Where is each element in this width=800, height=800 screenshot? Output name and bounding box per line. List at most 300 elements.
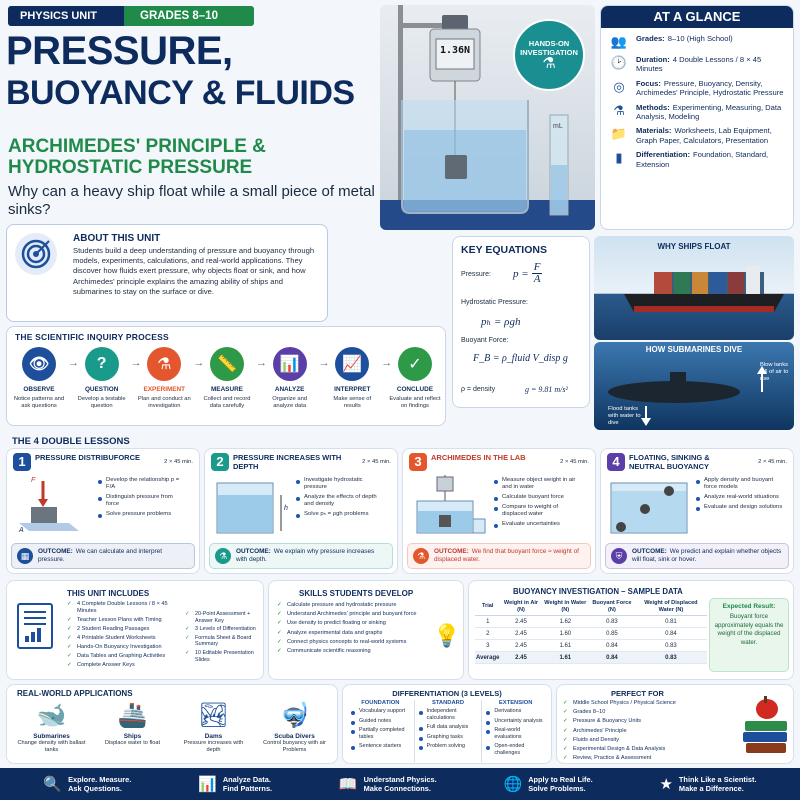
flask-icon: ⚗ — [542, 55, 556, 72]
arrow-right-icon: → — [318, 357, 330, 369]
observe-icon: 👁 — [22, 347, 56, 381]
level-item: Real-world evaluations — [485, 727, 546, 740]
inquiry-step-name: CONCLUDE — [396, 386, 434, 393]
footer-line-1: Analyze Data. — [222, 775, 271, 784]
submarine-icon: 🐋 — [36, 702, 67, 729]
inquiry-step — [199, 345, 267, 425]
glance-item — [609, 79, 785, 98]
footer-item — [339, 775, 437, 793]
glance-item — [609, 34, 785, 50]
inquiry-step-name: INTERPRET — [334, 386, 371, 393]
pressure-denominator: A — [533, 273, 541, 285]
includes-title: THIS UNIT INCLUDES — [67, 589, 150, 598]
table-cell: 0.83 — [635, 640, 707, 652]
worksheet-icon — [17, 603, 53, 649]
ships-title: WHY SHIPS FLOAT — [657, 242, 731, 251]
footer-line-1: Explore. Measure. — [68, 775, 132, 784]
lesson-card-2 — [204, 448, 398, 574]
glance-item — [609, 126, 785, 145]
level-item: Full data analysis — [418, 724, 479, 731]
lesson-number: 2 — [211, 453, 229, 471]
lesson-bullet: Compare to weight of displaced water — [493, 504, 579, 518]
lesson-bullet: Investigate hydrostatic pressure — [295, 477, 381, 491]
list-item: ✓ Use density to predict floating or sinking — [277, 620, 437, 627]
table-cell: 1.62 — [542, 616, 589, 628]
list-item: ✓ Middle School Physics / Physical Science — [563, 700, 735, 707]
lab-photo — [380, 5, 595, 230]
interpret-icon: 📈 — [335, 347, 369, 381]
table-cell: 2.45 — [500, 628, 541, 640]
table-cell: 2.45 — [500, 616, 541, 628]
lesson-bullets — [493, 477, 579, 531]
flask-icon: ⚗ — [613, 102, 625, 118]
outcome-text — [434, 548, 585, 563]
list-item: ✓ Data Tables and Graphing Activities — [67, 653, 179, 660]
page-subtitle — [8, 136, 368, 178]
footer-line-1: Think Like a Scientist. — [678, 775, 757, 784]
conclude-icon: ✓ — [398, 347, 432, 381]
table-cell: 0.84 — [589, 652, 635, 664]
outcome-text — [38, 548, 189, 563]
inquiry-step-desc: Make sense of results — [333, 396, 372, 409]
glance-label: Duration: — [636, 55, 670, 64]
table-header: Weight in Water (N) — [542, 598, 589, 616]
unit-badge — [8, 6, 254, 26]
depth-label: h — [284, 505, 288, 512]
includes-list-2 — [185, 611, 263, 665]
footer-text — [364, 775, 437, 793]
glance-text — [636, 34, 733, 43]
list-item: ✓ 2 Student Reading Passages — [67, 626, 179, 633]
glance-text — [636, 126, 785, 145]
footer-line-2: Make Connections. — [363, 784, 431, 793]
glance-text — [636, 103, 785, 122]
at-a-glance-title: AT A GLANCE — [601, 6, 793, 28]
unit-badge-label: PHYSICS UNIT — [20, 10, 98, 22]
inquiry-step-desc: Notice patterns and ask questions — [13, 396, 65, 409]
inquiry-step-name: EXPERIMENT — [143, 386, 186, 393]
level-item: Independent calculations — [418, 708, 479, 721]
outcome-value: We find that buoyant force ≈ weight of displaced water. — [434, 548, 579, 563]
blow-tanks-note: Blow tanks full of air to rise — [760, 362, 789, 382]
title-line-1: PRESSURE, — [6, 29, 233, 73]
footer-line-2: Find Patterns. — [222, 784, 273, 793]
level-item: Guided notes — [350, 718, 411, 725]
lesson-figure — [409, 475, 489, 544]
pressure-label: Pressure: — [461, 271, 491, 278]
list-item: ✓ 20-Point Assessment + Answer Key — [185, 611, 263, 624]
differentiation-columns — [347, 700, 549, 762]
glance-value: Worksheets, Lab Equipment, Graph Paper, Calculators, Presentation — [636, 126, 772, 145]
lessons-row — [6, 448, 794, 574]
differentiation-level — [481, 700, 549, 762]
inquiry-step — [136, 345, 205, 425]
bars-icon: ▮ — [615, 150, 623, 166]
table-cell: 2 — [475, 628, 500, 640]
lesson-bullet: Analyze real-world situations — [695, 494, 787, 501]
table-row — [475, 628, 707, 640]
expected-title: Expected Result: — [722, 603, 776, 610]
skills-title: SKILLS STUDENTS DEVELOP — [299, 589, 414, 598]
lesson-bullet: Distinguish pressure from force — [97, 494, 183, 508]
lesson-outcome — [407, 543, 591, 569]
inquiry-title: THE SCIENTIFIC INQUIRY PROCESS — [15, 332, 169, 342]
inquiry-step-name: ANALYZE — [274, 386, 305, 393]
application-item — [96, 701, 170, 763]
investigation-title: BUOYANCY INVESTIGATION – SAMPLE DATA — [513, 587, 683, 596]
glance-item — [609, 103, 785, 122]
lesson-title: PRESSURE DISTRIBUFORCE — [35, 453, 141, 462]
lesson-number: 3 — [409, 453, 427, 471]
grades-badge-label: GRADES 8–10 — [140, 10, 218, 22]
level-item: Open-ended challenges — [485, 743, 546, 756]
glance-item — [609, 55, 785, 74]
realworld-items — [11, 701, 335, 763]
table-cell: 0.83 — [589, 616, 635, 628]
level-items — [418, 708, 479, 750]
table-cell: 0.84 — [635, 628, 707, 640]
lesson-figure — [607, 475, 691, 544]
includes-panel — [6, 580, 264, 680]
cylinder-label: mL — [553, 123, 563, 130]
footer-text — [528, 775, 592, 793]
footer-text — [68, 775, 131, 793]
inquiry-step-name: MEASURE — [210, 386, 243, 393]
lesson-number: 4 — [607, 453, 625, 471]
clock-icon: 🕑 — [610, 55, 628, 70]
lesson-outcome — [209, 543, 393, 569]
lesson-bullet: Calculate buoyant force — [493, 494, 579, 501]
differentiation-level — [414, 700, 482, 762]
flask-icon: ⚗ — [215, 548, 231, 564]
table-cell: 3 — [475, 640, 500, 652]
table-cell: 1 — [475, 616, 500, 628]
level-item: Graphing tasks — [418, 734, 479, 741]
investigation-panel — [468, 580, 794, 680]
perfect-for-panel — [556, 684, 794, 764]
star-icon: ★ — [659, 776, 673, 793]
inquiry-step — [387, 345, 443, 425]
shield-icon: ⛨ — [611, 548, 627, 564]
footer-item — [43, 775, 131, 793]
glance-label: Grades: — [636, 34, 665, 43]
lesson-title: PRESSURE INCREASES WITH DEPTH — [233, 453, 342, 471]
lesson-bullets — [97, 477, 183, 521]
question-icon: ? — [85, 347, 119, 381]
lesson-bullet: Measure object weight in air and in water — [493, 477, 579, 491]
list-item: ✓ Pressure & Buoyancy Units — [563, 718, 735, 725]
footer-bar — [0, 768, 800, 800]
area-label: A — [19, 527, 24, 534]
hydro-formula: pₕ = ρgh — [481, 316, 521, 328]
hands-on-badge — [513, 19, 585, 91]
people-icon: 👥 — [610, 34, 628, 49]
lesson-bullet: Solve pₕ = ρgh problems — [295, 511, 381, 518]
glance-item — [609, 150, 785, 169]
lesson-card-4 — [600, 448, 794, 574]
lesson-bullet: Solve pressure problems — [97, 511, 183, 518]
list-item: ✓ Hands-On Buoyancy Investigation — [67, 644, 179, 651]
outcome-value: We can calculate and interpret pressure. — [38, 548, 163, 563]
search-icon: 🔍 — [43, 776, 63, 793]
chart-icon: 📊 — [198, 776, 217, 793]
footer-line-1: Understand Physics. — [363, 775, 437, 784]
table-header: Weight in Air (N) — [500, 598, 541, 616]
inquiry-step-desc: Collect and record data carefully — [203, 396, 251, 409]
outcome-label: OUTCOME: — [236, 548, 271, 556]
list-item: ✓ 10 Editable Presentation Slides — [185, 650, 263, 663]
glance-label: Differentiation: — [636, 150, 690, 160]
application-desc: Pressure increases with depth — [183, 740, 244, 753]
list-item: ✓ Formula Sheet & Board Summary — [185, 635, 263, 648]
level-name: STANDARD — [431, 700, 465, 706]
list-item: ✓ Experimental Design & Data Analysis — [563, 746, 735, 753]
lesson-bullet: Develop the relationship p = F/A — [97, 477, 183, 491]
globe-icon: 🌐 — [503, 776, 523, 793]
table-header: Weight of Displaced Water (N) — [635, 598, 707, 616]
lesson-bullets — [295, 477, 381, 521]
table-cell: Average — [475, 652, 500, 664]
inquiry-step — [74, 345, 142, 425]
lesson-title: FLOATING, SINKING & NEUTRAL BUOYANCY — [629, 453, 710, 471]
analyze-icon: 📊 — [273, 347, 307, 381]
pressure-numerator: F — [533, 261, 541, 273]
list-item: ✓ Communicate scientific reasoning — [277, 648, 437, 655]
about-title: ABOUT THIS UNIT — [73, 233, 161, 244]
glance-label: Focus: — [636, 78, 661, 88]
list-item: ✓ Fluids and Density — [563, 737, 735, 744]
calculator-icon: ▦ — [17, 548, 33, 564]
footer-line-2: Solve Problems. — [528, 784, 586, 793]
level-item: Partially completed tables — [350, 727, 411, 740]
pressure-formula-lhs: p = — [513, 267, 529, 280]
lightbulb-icon: 💡 — [433, 623, 461, 648]
diver-icon: 🤿 — [279, 702, 310, 729]
application-name: Dams — [204, 733, 223, 740]
list-item: ✓ Calculate pressure and hydrostatic pressure — [277, 602, 437, 609]
list-item: ✓ Review, Practice & Assessment — [563, 755, 735, 762]
lesson-bullet: Evaluate and design solutions — [695, 504, 787, 511]
inquiry-step-name: QUESTION — [84, 386, 119, 393]
footer-text — [223, 775, 272, 793]
table-cell: 0.83 — [635, 652, 707, 664]
g-definition: g = 9.81 m/s² — [525, 385, 568, 394]
equations-title: KEY EQUATIONS — [461, 244, 547, 256]
application-desc: Change density with ballast tanks — [17, 740, 86, 753]
buoy-label: Buoyant Force: — [461, 337, 509, 344]
target-icon: ◎ — [613, 78, 625, 94]
lesson-bullet: Analyze the effects of depth and density — [295, 494, 381, 508]
outcome-value: We explain why pressure increases with depth. — [236, 548, 375, 563]
glance-value: Experimenting, Measuring, Data Analysis, Modeling — [636, 102, 782, 122]
table-cell: 2.45 — [500, 640, 541, 652]
table-cell: 2.45 — [500, 652, 541, 664]
about-text: Students build a deep understanding of pressure and buoyancy through models, experiments, calculations, and real-world applications. They discover how fluids exert pressure, why objects float or sink, and how Archimedes' principle explains the amazing ability of ships and submarines to stay on the surface or dive. — [73, 246, 315, 296]
pressure-formula — [513, 262, 542, 285]
page-title — [6, 30, 376, 114]
arrow-right-icon: → — [130, 357, 142, 369]
ship-illustration — [594, 236, 794, 340]
lessons-title: THE 4 DOUBLE LESSONS — [12, 436, 130, 447]
flood-tanks-note: Flood tanks with water to dive — [608, 406, 641, 426]
lesson-duration: 2 × 45 min. — [560, 459, 589, 465]
level-item: Sentence starters — [350, 743, 411, 750]
ships-panel — [594, 236, 794, 340]
outcome-label: OUTCOME: — [632, 548, 667, 556]
glance-text — [636, 79, 785, 98]
subtitle-line-2: HYDROSTATIC PRESSURE — [8, 157, 253, 178]
application-item — [258, 701, 332, 763]
lesson-card-1 — [6, 448, 200, 574]
table-cell: 1.61 — [542, 652, 589, 664]
lesson-duration: 2 × 45 min. — [362, 459, 391, 465]
level-item: Uncertainty analysis — [485, 718, 546, 725]
outcome-label: OUTCOME: — [434, 548, 469, 556]
footer-line-1: Apply to Real Life. — [528, 775, 593, 784]
footer-text — [679, 775, 757, 793]
buoy-formula: F_B = ρ_fluid V_disp g — [473, 353, 568, 364]
lesson-number: 1 — [13, 453, 31, 471]
table-cell: 0.81 — [635, 616, 707, 628]
realworld-panel — [6, 684, 338, 764]
glance-label: Materials: — [636, 126, 672, 136]
differentiation-level — [347, 700, 414, 762]
investigation-table — [475, 598, 707, 664]
list-item: ✓ Teacher Lesson Plans with Timing — [67, 617, 179, 624]
badge-line-1: HANDS-ON — [528, 39, 570, 48]
application-item — [15, 701, 89, 763]
list-item: ✓ Complete Answer Keys — [67, 662, 179, 669]
target-icon — [15, 233, 57, 275]
title-line-2: BUOYANCY & FLUIDS — [6, 74, 355, 112]
inquiry-step-desc: Plan and conduct an investigation — [137, 396, 191, 409]
book-icon: 📖 — [338, 776, 358, 793]
level-items — [485, 708, 546, 757]
glance-value: Pressure, Buoyancy, Density, Archimedes' Principle, Hydrostatic Pressure — [636, 78, 784, 98]
table-row — [475, 652, 707, 664]
badge-line-2: INVESTIGATION — [520, 48, 578, 57]
realworld-title: REAL-WORLD APPLICATIONS — [17, 689, 133, 698]
force-label: F — [31, 477, 36, 484]
hydro-label: Hydrostatic Pressure: — [461, 299, 528, 306]
flask-icon: ⚗ — [413, 548, 429, 564]
list-item: ✓ Understand Archimedes' principle and buoyant force — [277, 611, 437, 618]
glance-value: 8–10 (High School) — [667, 34, 733, 43]
table-header: Buoyant Force (N) — [589, 598, 635, 616]
table-cell: 0.84 — [589, 640, 635, 652]
subtitle-line-1: ARCHIMEDES' PRINCIPLE & — [8, 136, 266, 157]
table-row — [475, 616, 707, 628]
lesson-outcome — [11, 543, 195, 569]
outcome-text — [632, 548, 783, 563]
footer-line-2: Make a Difference. — [678, 784, 744, 793]
level-item: Vocabulary support — [350, 708, 411, 715]
lesson-title: ARCHIMEDES IN THE LAB — [431, 453, 526, 462]
lesson-bullets — [695, 477, 787, 514]
glance-value: 4 Double Lessons / 8 × 45 Minutes — [636, 55, 762, 74]
level-name: FOUNDATION — [361, 700, 400, 706]
application-name: Submarines — [33, 733, 70, 740]
inquiry-steps — [11, 345, 443, 425]
inquiry-step-desc: Develop a testable question — [77, 396, 126, 409]
lesson-figure — [211, 475, 291, 544]
level-item: Problem solving — [418, 743, 479, 750]
arrow-right-icon: → — [381, 357, 393, 369]
measure-icon: 📏 — [210, 347, 244, 381]
footer-item — [659, 775, 756, 793]
key-equations-panel — [452, 236, 590, 408]
expected-text: Buoyant force approximately equals the weight of the displaced water. — [714, 613, 784, 646]
list-item: ✓ Connect physics concepts to real-world systems — [277, 639, 437, 646]
submarine-panel — [594, 342, 794, 430]
ship-icon: 🚢 — [117, 702, 148, 729]
driving-question: Why can a heavy ship float while a small piece of metal sinks? — [8, 183, 375, 218]
about-panel — [6, 224, 328, 322]
experiment-icon: ⚗ — [147, 347, 181, 381]
perfect-list — [563, 700, 735, 764]
application-desc: Displace water to float — [104, 740, 161, 746]
level-name: EXTENSION — [498, 700, 533, 706]
lesson-duration: 2 × 45 min. — [758, 459, 787, 465]
rho-definition: ρ = density — [461, 386, 496, 393]
footer-line-2: Ask Questions. — [68, 784, 122, 793]
expected-result-box — [709, 598, 789, 672]
table-header: Trial — [475, 598, 500, 616]
lesson-duration: 2 × 45 min. — [164, 459, 193, 465]
dam-icon: 🏞 — [198, 702, 229, 729]
footer-item — [504, 775, 593, 793]
outcome-label: OUTCOME: — [38, 548, 73, 556]
glance-value: Foundation, Standard, Extension — [636, 150, 769, 169]
glance-text — [636, 55, 785, 74]
includes-list-1 — [67, 601, 179, 671]
outcome-text — [236, 548, 387, 563]
lesson-card-3 — [402, 448, 596, 574]
inquiry-step — [324, 345, 393, 425]
outcome-value: We predict and explain whether objects will float, sink or hover. — [632, 548, 782, 563]
apple-books-icon — [743, 699, 789, 761]
glance-label: Methods: — [636, 102, 670, 112]
glance-text — [636, 150, 785, 169]
perfect-title: PERFECT FOR — [611, 689, 664, 698]
lesson-bullet: Apply density and buoyant force models — [695, 477, 787, 491]
table-cell: 1.60 — [542, 628, 589, 640]
arrow-right-icon: → — [255, 357, 267, 369]
lesson-figure — [13, 475, 93, 540]
list-item: ✓ 4 Printable Student Worksheets — [67, 635, 179, 642]
inquiry-step-desc: Evaluate and reflect on findings — [389, 396, 441, 409]
inquiry-step-name: OBSERVE — [23, 386, 55, 393]
subs-title: HOW SUBMARINES DIVE — [645, 345, 743, 354]
scale-reading: 1.36N — [439, 45, 471, 56]
footer-item — [198, 775, 272, 793]
table-header-row — [475, 598, 707, 616]
inquiry-step — [262, 345, 330, 425]
skills-panel — [268, 580, 464, 680]
lesson-outcome — [605, 543, 789, 569]
skills-list — [277, 602, 437, 657]
table-cell: 1.61 — [542, 640, 589, 652]
table-cell: 0.85 — [589, 628, 635, 640]
list-item: ✓ 4 Complete Double Lessons / 8 × 45 Minutes — [67, 601, 179, 615]
list-item: ✓ Analyze experimental data and graphs — [277, 630, 437, 637]
level-items — [350, 708, 411, 750]
table-row — [475, 640, 707, 652]
inquiry-step-desc: Organize and analyze data — [272, 396, 308, 409]
level-item: Derivations — [485, 708, 546, 715]
arrow-right-icon: → — [193, 357, 205, 369]
list-item: ✓ Grades 8–10 — [563, 709, 735, 716]
